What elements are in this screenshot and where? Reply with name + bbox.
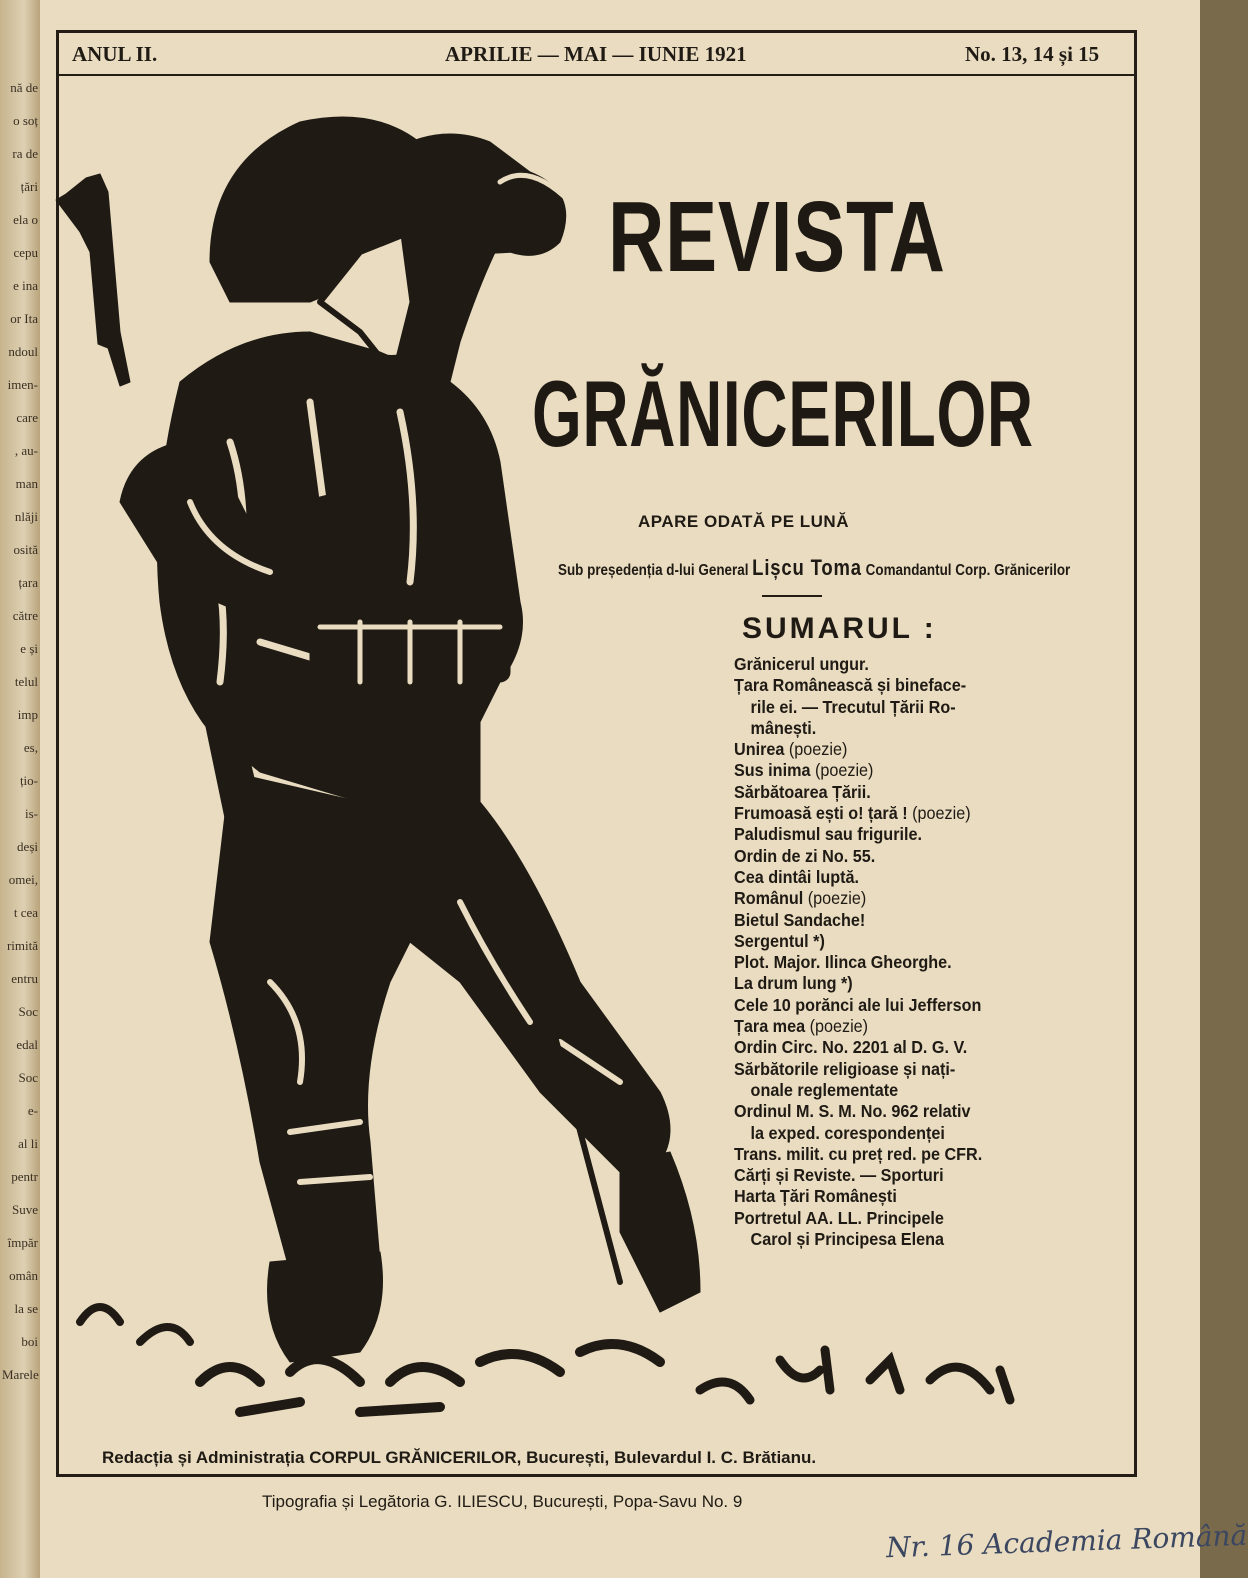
contents-item-title: Ordinul M. S. M. No. 962 relativ — [734, 1101, 971, 1122]
margin-fragment: rimită — [6, 938, 38, 953]
margin-fragment: imen- — [7, 377, 38, 392]
contents-list — [734, 654, 1134, 1250]
contents-item — [734, 867, 1102, 888]
contents-item — [734, 1016, 1102, 1037]
contents-heading: SUMARUL : — [742, 612, 937, 645]
contents-item-title: Grănicerul ungur. — [734, 654, 869, 674]
margin-fragment: telul — [14, 674, 38, 689]
contents-item — [734, 654, 1102, 675]
contents-item-title: Cărți și Reviste. — Sporturi — [734, 1165, 944, 1186]
margin-fragment: e și — [20, 641, 38, 656]
contents-item-title: Plot. Major. Ilinca Gheorghe. — [734, 952, 952, 973]
margin-fragment: țara — [18, 575, 38, 590]
contents-item — [734, 931, 1102, 952]
publication-frequency: APARE ODATĂ PE LUNĂ — [638, 512, 849, 531]
contents-item — [734, 1080, 1102, 1101]
presidency-line — [558, 555, 1070, 581]
margin-fragment: osită — [13, 542, 38, 557]
presidency-prefix: Sub președenția d-lui General — [558, 562, 749, 579]
contents-item — [734, 1059, 1102, 1080]
margin-fragment: către — [12, 608, 38, 623]
contents-item — [734, 675, 1102, 696]
contents-item — [734, 888, 1102, 909]
margin-fragment: Suve — [12, 1202, 38, 1217]
contents-item — [734, 718, 1102, 739]
contents-item — [734, 1208, 1102, 1229]
contents-item-title: Trans. milit. cu preț red. pe CFR. — [734, 1143, 983, 1164]
presidency-name: Lișcu Toma — [752, 555, 862, 580]
header-issue: No. 13, 14 și 15 — [965, 42, 1100, 66]
contents-item-title: onale reglementate — [750, 1079, 899, 1100]
contents-item-title: Sergentul *) — [734, 930, 825, 951]
contents-item — [734, 973, 1102, 994]
margin-fragment: ndoul — [8, 344, 38, 359]
contents-item-title: Țara mea — [734, 1016, 806, 1037]
header-divider — [56, 74, 1137, 76]
margin-fragment: nă de — [10, 80, 38, 95]
margin-fragment: țio- — [19, 773, 38, 788]
contents-item — [734, 1165, 1102, 1186]
margin-fragment: omei, — [8, 872, 38, 887]
margin-fragment: ela o — [13, 212, 38, 227]
contents-item — [734, 1037, 1102, 1058]
contents-item-title: Românul — [734, 888, 804, 909]
contents-item-title: Carol și Principesa Elena — [750, 1229, 944, 1250]
contents-item-title: Cea dintâi luptă. — [734, 866, 860, 887]
soldier-illustration — [60, 82, 700, 1442]
contents-item-title: Paludismul sau frigurile. — [734, 824, 922, 845]
margin-fragment: es, — [23, 740, 38, 755]
contents-item-title: Cele 10 porănci ale lui Jefferson — [734, 994, 982, 1015]
header-year: ANUL II. — [72, 42, 158, 66]
contents-item — [734, 1123, 1102, 1144]
contents-item-title: Ordin de zi No. 55. — [734, 845, 876, 866]
margin-fragment: Soc — [18, 1070, 38, 1085]
margin-fragment: Marele — [2, 1367, 39, 1382]
margin-fragment: t cea — [13, 905, 38, 920]
margin-fragment: or Ita — [10, 311, 38, 326]
masthead-title-line2: GRĂNICERILOR — [532, 361, 1034, 466]
contents-item-title: rile ei. — Trecutul Țării Ro- — [750, 696, 956, 717]
footer-editorial-address: Redacția și Administrația CORPUL GRĂNICERILOR, București, Bulevardul I. C. Brătianu. — [102, 1448, 817, 1467]
contents-item-title: Portretul AA. LL. Principele — [734, 1207, 944, 1228]
contents-item-title: La drum lung *) — [734, 973, 853, 994]
contents-item-note: (poezie) — [809, 1016, 869, 1037]
presidency-suffix: Comandantul Corp. Grănicerilor — [865, 562, 1071, 579]
contents-item — [734, 803, 1102, 824]
contents-item-title: Sus inima — [734, 760, 811, 781]
contents-item-title: Sărbătoarea Țării. — [734, 781, 871, 802]
contents-item — [734, 824, 1102, 845]
margin-fragment: entru — [11, 971, 38, 986]
margin-fragment: imp — [17, 707, 38, 722]
contents-item-note: (poezie) — [807, 888, 867, 909]
masthead-title-line1: REVISTA — [608, 181, 946, 293]
margin-fragment: e- — [27, 1103, 38, 1118]
margin-fragment: cepu — [13, 245, 38, 260]
margin-fragment: pentr — [11, 1169, 38, 1184]
contents-item-title: la exped. corespondenței — [750, 1122, 945, 1143]
contents-item-note: (poezie) — [814, 760, 874, 781]
margin-fragment: is- — [25, 806, 38, 821]
contents-item-title: Frumoasă ești o! țară ! — [734, 803, 908, 824]
margin-fragment: care — [16, 410, 38, 425]
margin-fragment: al li — [18, 1136, 38, 1151]
contents-item-title: Sărbătorile religioase și nați- — [734, 1058, 956, 1079]
contents-item — [734, 1101, 1102, 1122]
section-rule — [762, 595, 822, 597]
margin-fragment: împăr — [7, 1235, 38, 1250]
adjacent-page-edge — [0, 0, 40, 1578]
contents-item — [734, 846, 1102, 867]
margin-fragment: nlăji — [14, 509, 38, 524]
contents-item — [734, 1229, 1102, 1250]
margin-fragment: , au- — [14, 443, 38, 458]
contents-item-title: mânești. — [750, 717, 817, 738]
contents-item — [734, 782, 1102, 803]
margin-fragment: Soc — [18, 1004, 38, 1019]
contents-item-title: Ordin Circ. No. 2201 al D. G. V. — [734, 1037, 968, 1058]
contents-item — [734, 760, 1102, 781]
header-date: APRILIE — MAI — IUNIE 1921 — [445, 42, 747, 66]
margin-fragment: țări — [20, 179, 38, 194]
contents-item-title: Unirea — [734, 739, 785, 760]
margin-fragment: o soț — [13, 113, 38, 128]
contents-item — [734, 1186, 1102, 1207]
ground-strokes — [690, 1330, 1020, 1420]
margin-fragment: deși — [17, 839, 38, 854]
margin-fragment: e ina — [13, 278, 38, 293]
margin-fragment: omân — [9, 1268, 38, 1283]
contents-item — [734, 952, 1102, 973]
margin-fragment: boi — [21, 1334, 38, 1349]
contents-item-title: Harta Țări Românești — [734, 1186, 897, 1207]
contents-item-title: Bietul Sandache! — [734, 909, 866, 930]
margin-fragment: edal — [16, 1037, 38, 1052]
contents-item — [734, 1144, 1102, 1165]
contents-item — [734, 910, 1102, 931]
contents-item — [734, 697, 1102, 718]
contents-item — [734, 995, 1102, 1016]
margin-fragment: la se — [14, 1301, 38, 1316]
margin-fragment: ra de — [12, 146, 38, 161]
contents-item-title: Țara Românească și bineface- — [734, 675, 967, 696]
contents-item-note: (poezie) — [912, 803, 971, 824]
footer-printer: Tipografia și Legătoria G. ILIESCU, București, Popa-Savu No. 9 — [262, 1492, 743, 1511]
contents-item-note: (poezie) — [788, 739, 848, 760]
handwritten-library-note: Nr. 16 Academia Română — [885, 1518, 1248, 1565]
margin-fragment: man — [15, 476, 38, 491]
contents-item — [734, 739, 1102, 760]
